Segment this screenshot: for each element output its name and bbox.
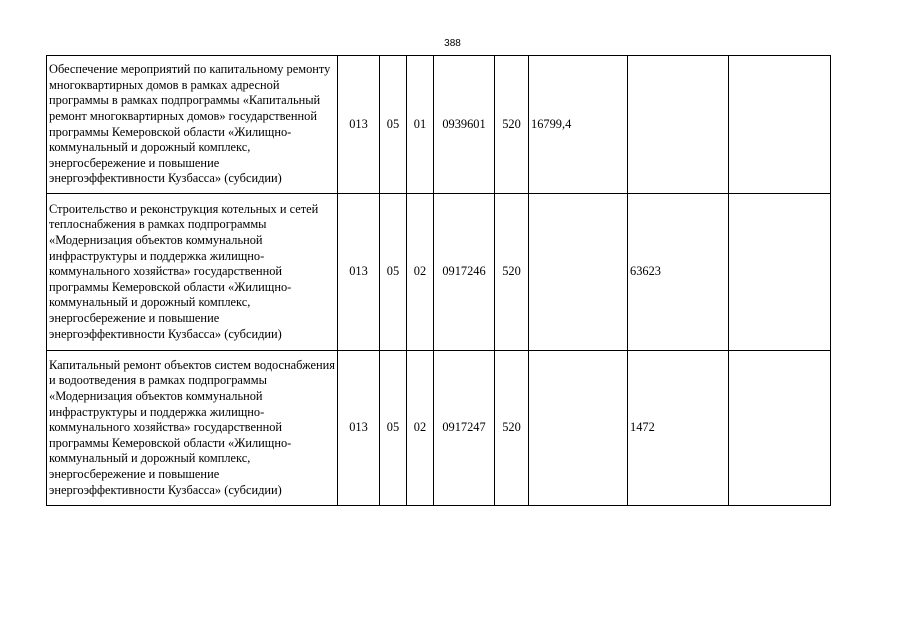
amount-year-1: [529, 351, 628, 506]
table-row: [47, 194, 831, 351]
amount-year-1: 16799,4: [529, 56, 628, 194]
row-description: Капитальный ремонт объектов систем водоснабжения и водоотведения в рамках подпрограммы «Модернизация объектов коммунальной инфраструктуры и поддержка жилищно-коммунального хозяйства» государственной программы Кемеровской области «Жилищно-коммунальный и дорожный комплекс, энергосбережение и повышение энергоэффективности Кузбасса» (субсидии): [47, 351, 338, 506]
expense-type-code: 520: [495, 194, 529, 351]
ministry-code: 013: [338, 56, 380, 194]
target-article-code: 0939601: [434, 56, 495, 194]
section-code: 05: [380, 351, 407, 506]
table-row: [47, 351, 831, 506]
ministry-code: 013: [338, 351, 380, 506]
expense-type-code: 520: [495, 351, 529, 506]
amount-year-2: 63623: [628, 194, 729, 351]
budget-table: [46, 55, 831, 506]
expense-type-code: 520: [495, 56, 529, 194]
target-article-code: 0917247: [434, 351, 495, 506]
page-number: 388: [444, 38, 461, 49]
subsection-code: 02: [407, 351, 434, 506]
subsection-code: 02: [407, 194, 434, 351]
amount-year-3: [729, 194, 831, 351]
table-row: [47, 56, 831, 194]
ministry-code: 013: [338, 194, 380, 351]
target-article-code: 0917246: [434, 194, 495, 351]
subsection-code: 01: [407, 56, 434, 194]
amount-year-3: [729, 56, 831, 194]
row-description: Обеспечение мероприятий по капитальному ремонту многоквартирных домов в рамках адресной программы в рамках подпрограммы «Капитальный ремонт многоквартирных домов» государственной программы Кемеровской области «Жилищно-коммунальный и дорожный комплекс, энергосбережение и повышение энергоэффективности Кузбасса» (субсидии): [47, 56, 338, 194]
amount-year-2: 1472: [628, 351, 729, 506]
amount-year-1: [529, 194, 628, 351]
section-code: 05: [380, 56, 407, 194]
section-code: 05: [380, 194, 407, 351]
amount-year-2: [628, 56, 729, 194]
amount-year-3: [729, 351, 831, 506]
row-description: Строительство и реконструкция котельных и сетей теплоснабжения в рамках подпрограммы «Модернизация объектов коммунальной инфраструктуры и поддержка жилищно-коммунального хозяйства» государственной программы Кемеровской области «Жилищно-коммунальный и дорожный комплекс, энергосбережение и повышение энергоэффективности Кузбасса» (субсидии): [47, 194, 338, 351]
